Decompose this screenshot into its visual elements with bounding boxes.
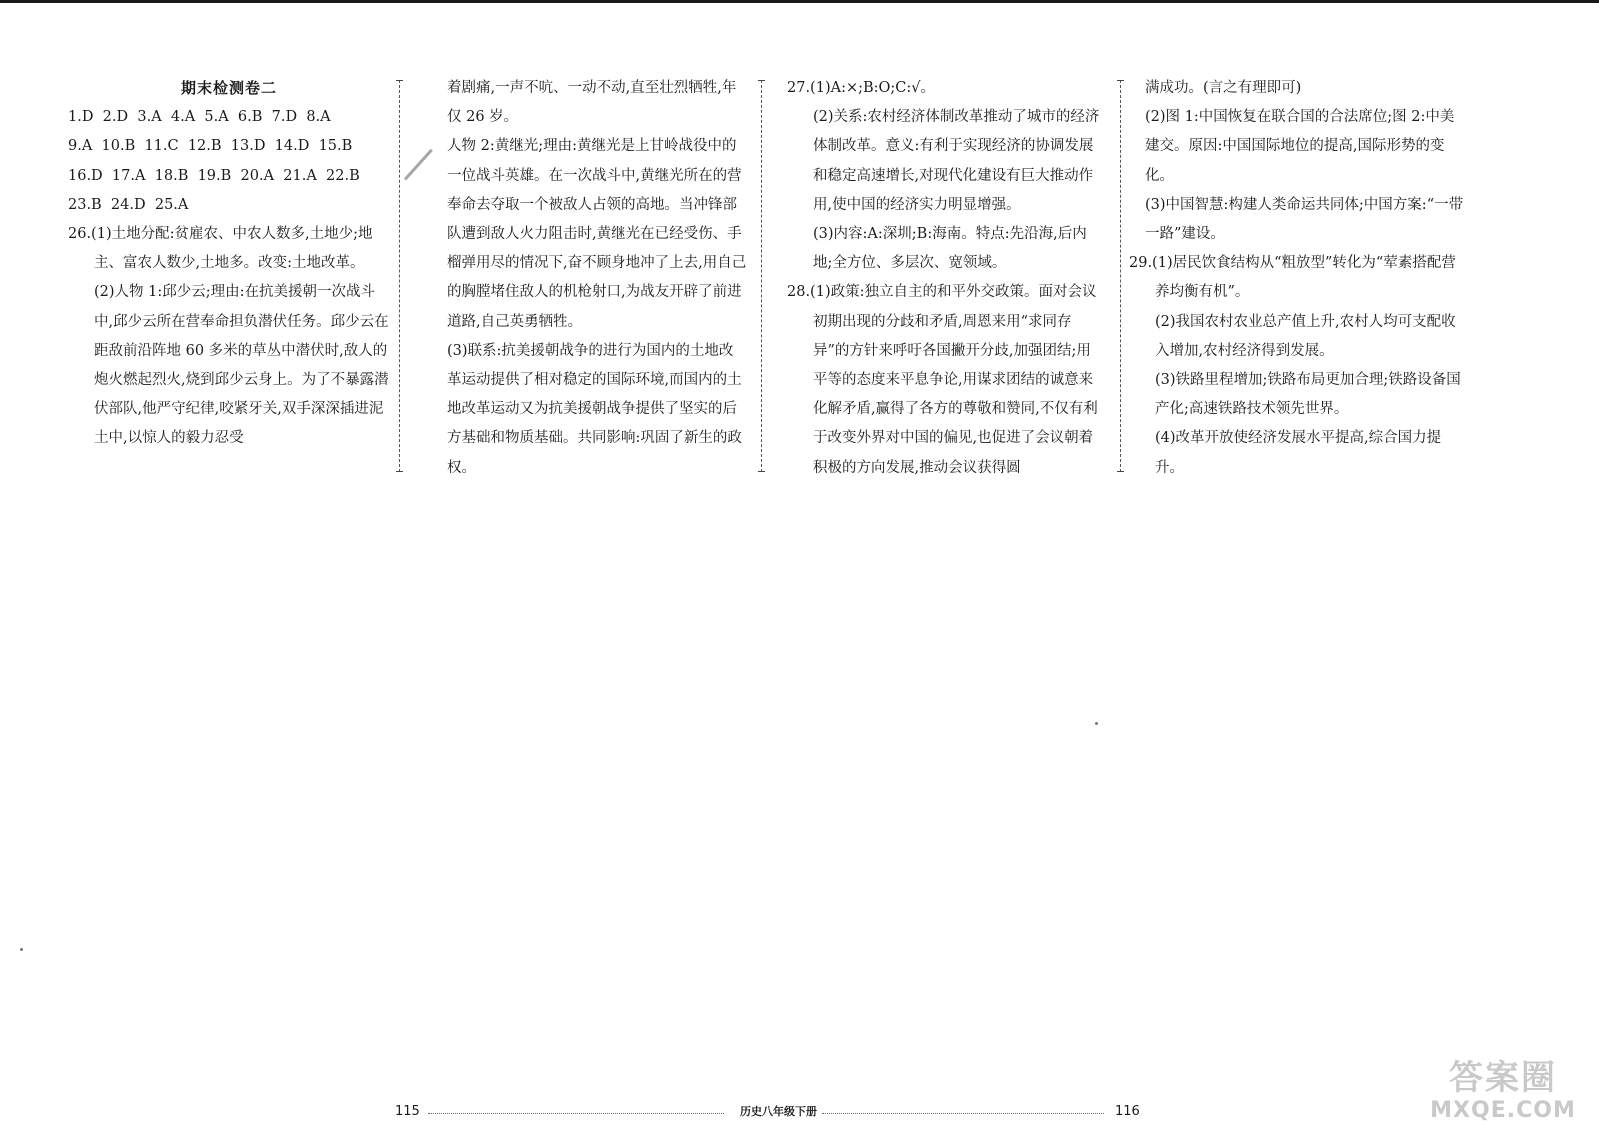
column-1 (68, 74, 390, 454)
mc-answer-row: 9.A 10.B 11.C 12.B 13.D 14.D 15.B (68, 138, 353, 155)
column-separator (1120, 80, 1121, 472)
scan-speck (1095, 722, 1098, 725)
page-number-left: 115 (395, 1104, 420, 1119)
q26-part2-cont: 着剧痛,一声不吭、一动不动,直至壮烈牺牲,年仅 26 岁。 (447, 80, 737, 126)
top-border (0, 0, 1599, 3)
q28-part3: (3)中国智慧:构建人类命运共同体;中国方案:“一带一路”建设。 (1145, 196, 1464, 243)
column-separator (399, 80, 400, 472)
column-4 (1129, 74, 1465, 483)
q29-part2: (2)我国农村农业总产值上升,农村人均可支配收入增加,农村经济得到发展。 (1155, 313, 1456, 359)
q27-part1: 27.(1)A:×;B:O;C:√。 (787, 80, 936, 96)
q26-person2: 人物 2:黄继光;理由:黄继光是上甘岭战役中的一位战斗英雄。在一次战斗中,黄继光所在的营奉命去夺取一个被敌人占领的高地。当冲锋部队遭到敌人火力阻击时,黄继光在已经受伤、手榴弹用尽的情况下,奋不顾身地冲了上去,用自己的胸膛堵住敌人的机枪射口,为战友开辟了前进道路,自己英勇牺牲。 (447, 138, 747, 330)
footer-dotted-rule (822, 1113, 1104, 1114)
watermark (1413, 1058, 1593, 1134)
q28-part2: (2)图 1:中国恢复在联合国的合法席位;图 2:中美建交。原因:中国国际地位的提高,国际形势的变化。 (1145, 109, 1455, 184)
mc-answer-row: 23.B 24.D 25.A (68, 196, 189, 213)
column-separator (761, 80, 762, 472)
mc-answer-row: 16.D 17.A 18.B 19.B 20.A 21.A 22.B (68, 167, 360, 184)
page-number-right: 116 (1115, 1104, 1140, 1119)
page-title: 期末检测卷二 (180, 79, 277, 97)
q29-part4: (4)改革开放使经济发展水平提高,综合国力提升。 (1155, 430, 1442, 476)
footer-dotted-rule (428, 1113, 724, 1114)
watermark-logo: 答案圈 (1449, 1058, 1557, 1098)
mc-answer-row: 1.D 2.D 3.A 4.A 5.A 6.B 7.D 8.A (68, 109, 331, 126)
q29-part1: 29.(1)居民饮食结构从“粗放型”转化为“荤素搭配营养均衡有机”。 (1129, 255, 1456, 301)
column-2 (447, 74, 747, 483)
q27-part3: (3)内容:A:深圳;B:海南。特点:先沿海,后内地;全方位、多层次、宽领域。 (813, 226, 1087, 272)
q26-part1: 26.(1)土地分配:贫雇农、中农人数多,土地少;地主、富农人数少,土地多。改变:土地改革。 (68, 226, 373, 272)
q28-part1-cont: 满成功。(言之有理即可) (1145, 80, 1302, 96)
book-title: 历史八年级下册 (740, 1105, 817, 1118)
scan-mark (404, 149, 433, 181)
q26-part3: (3)联系:抗美援朝战争的进行为国内的土地改革运动提供了相对稳定的国际环境,而国内的土地改革运动又为抗美援朝战争提供了坚实的后方基础和物质基础。共同影响:巩固了新生的政权。 (447, 342, 742, 476)
q26-part2: (2)人物 1:邱少云;理由:在抗美援朝一次战斗中,邱少云所在营奉命担负潜伏任务。邱少云在距敌前沿阵地 60 多米的草丛中潜伏时,敌人的炮火燃起烈火,烧到邱少云身上。为了不暴露潜伏部队,他严守纪律,咬紧牙关,双手深深插进泥土中,以惊人的毅力忍受 (94, 284, 389, 447)
scan-speck (20, 948, 23, 951)
q27-part2: (2)关系:农村经济体制改革推动了城市的经济体制改革。意义:有利于实现经济的协调发展和稳定高速增长,对现代化建设有巨大推动作用,使中国的经济实力明显增强。 (813, 109, 1100, 213)
column-3 (787, 74, 1102, 483)
watermark-url: MXQE.COM (1430, 1098, 1576, 1123)
q28-part1: 28.(1)政策:独立自主的和平外交政策。面对会议初期出现的分歧和矛盾,周恩来用“求同存异”的方针来呼吁各国撇开分歧,加强团结;用平等的态度来平息争论,用谋求团结的诚意来化解矛盾,赢得了各方的尊敬和赞同,不仅有利于改变外界对中国的偏见,也促进了会议朝着积极的方向发展,推动会议获得圆 (787, 284, 1098, 476)
q29-part3: (3)铁路里程增加;铁路布局更加合理;铁路设备国产化;高速铁路技术领先世界。 (1155, 372, 1461, 418)
